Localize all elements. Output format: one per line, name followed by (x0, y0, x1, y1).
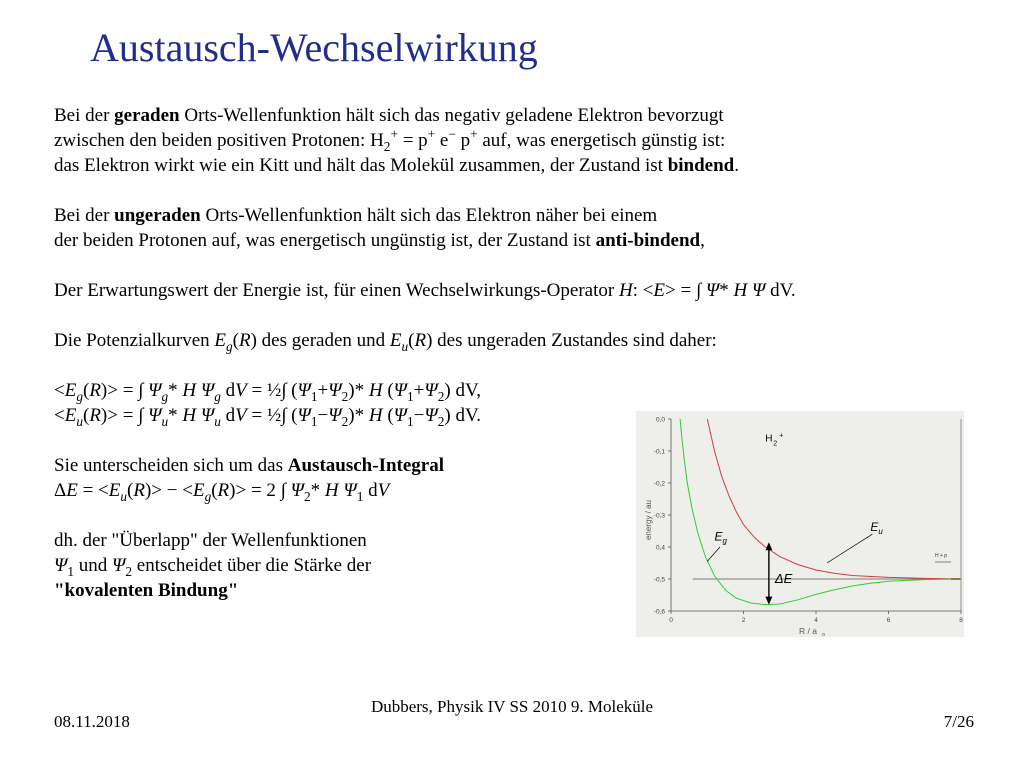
paragraph-austausch-integral: Sie unterscheiden sich um das Austausch-Integral $\Delta E = <E_u(R)> - <E_g(R)> = 2$ ∫ $\Psi_2*$ H $\Psi_1$ dV (54, 455, 444, 504)
legend-h2: H (765, 433, 773, 445)
delta-e-label: ΔE (774, 571, 793, 586)
y-tick-label: -0,5 (653, 576, 665, 584)
footer-page-number: 7/26 (943, 712, 974, 731)
series-label-eg: E (714, 529, 723, 544)
paragraph-potenzialkurven: Die Potenzialkurven $E_g(R)$ des geraden und $E_u(R)$ des ungeraden Zustandes sind daher: (54, 330, 717, 354)
y-tick-label: -0,2 (653, 480, 665, 488)
legend-h2-superscript: + (779, 432, 784, 440)
x-tick-label: 0 (669, 617, 673, 624)
paragraph-ungerade: Bei der ungeraden Orts-Wellenfunktion hält sich das Elektron näher bei einem der beiden Protonen auf, was energetisch ungünstig ist, der Zustand ist anti-bindend, (54, 205, 705, 251)
legend-h2-subscript: 2 (773, 440, 778, 448)
x-axis-label: R / a (799, 626, 817, 636)
slide-title: Austausch-Wechselwirkung (90, 25, 538, 70)
paragraph-erwartungswert: Der Erwartungswert der Energie ist, für einen Wechselwirkungs-Operator H: <E> = ∫ Ψ* H Ψ dV. (54, 280, 796, 301)
delta-e-arrow-head-top (765, 542, 772, 550)
series-label-eg-subscript: g (722, 536, 727, 546)
x-tick-label: 8 (959, 617, 963, 624)
series-label-eu-pointer (827, 534, 873, 563)
paragraph-ueberlapp: dh. der "Überlapp" der Wellenfunktionen $\Psi_1$ und $\Psi_2$ entscheidet über die Stärke der "kovalenten Bindung" (54, 530, 372, 601)
series-line-eu (707, 419, 961, 579)
y-tick-label: 0,0 (655, 416, 665, 424)
delta-e-arrow-head-bottom (765, 597, 772, 605)
x-tick-label: 4 (814, 617, 818, 624)
footer-date: 08.11.2018 (54, 712, 130, 731)
footer-center: Dubbers, Physik IV SS 2010 9. Moleküle (370, 697, 654, 716)
y-tick-label: -0,3 (653, 512, 665, 520)
x-tick-label: 6 (886, 617, 891, 624)
x-axis-label-subscript: o (822, 632, 826, 637)
y-tick-label: -0,1 (653, 448, 665, 456)
series-label-eu: E (870, 520, 879, 534)
y-tick-label: 0,4 (655, 544, 665, 552)
y-axis-label: energy / au (644, 499, 653, 541)
paragraph-gerade: Bei der geraden Orts-Wellenfunktion hält sich das negativ geladene Elektron bevorzugt zwischen den beiden positiven Protonen: $H_2^+ = p^+$ e− p+ auf, was energetisch günstig ist: das Elektron wirkt wie ein Kitt und hält das Molekül zusammen, der Zustand ist bindend. (54, 105, 739, 176)
series-line-eg (680, 419, 961, 605)
y-tick-label: -0,6 (653, 608, 665, 616)
series-label-eg-pointer (707, 547, 720, 561)
x-tick-label: 2 (741, 617, 746, 624)
equation-eg: $<E_g(R)>$ = ∫ $\Psi_g*$ H $\Psi_g$ dV = ½∫ $(\Psi_1+\Psi_2)*$ H $(\Psi_1+\Psi_2)$ dV, $<E_u(R)>$ = ∫ $\Psi_u*$ H $\Psi_u$ dV = ½∫ $(\Psi_1-\Psi_2)*$ H $(\Psi_1-\Psi_2)$ dV. (54, 380, 482, 429)
potential-curves-chart (636, 411, 964, 637)
series-label-eu-subscript: u (878, 527, 883, 536)
asymptote-label: H + p (935, 553, 948, 559)
